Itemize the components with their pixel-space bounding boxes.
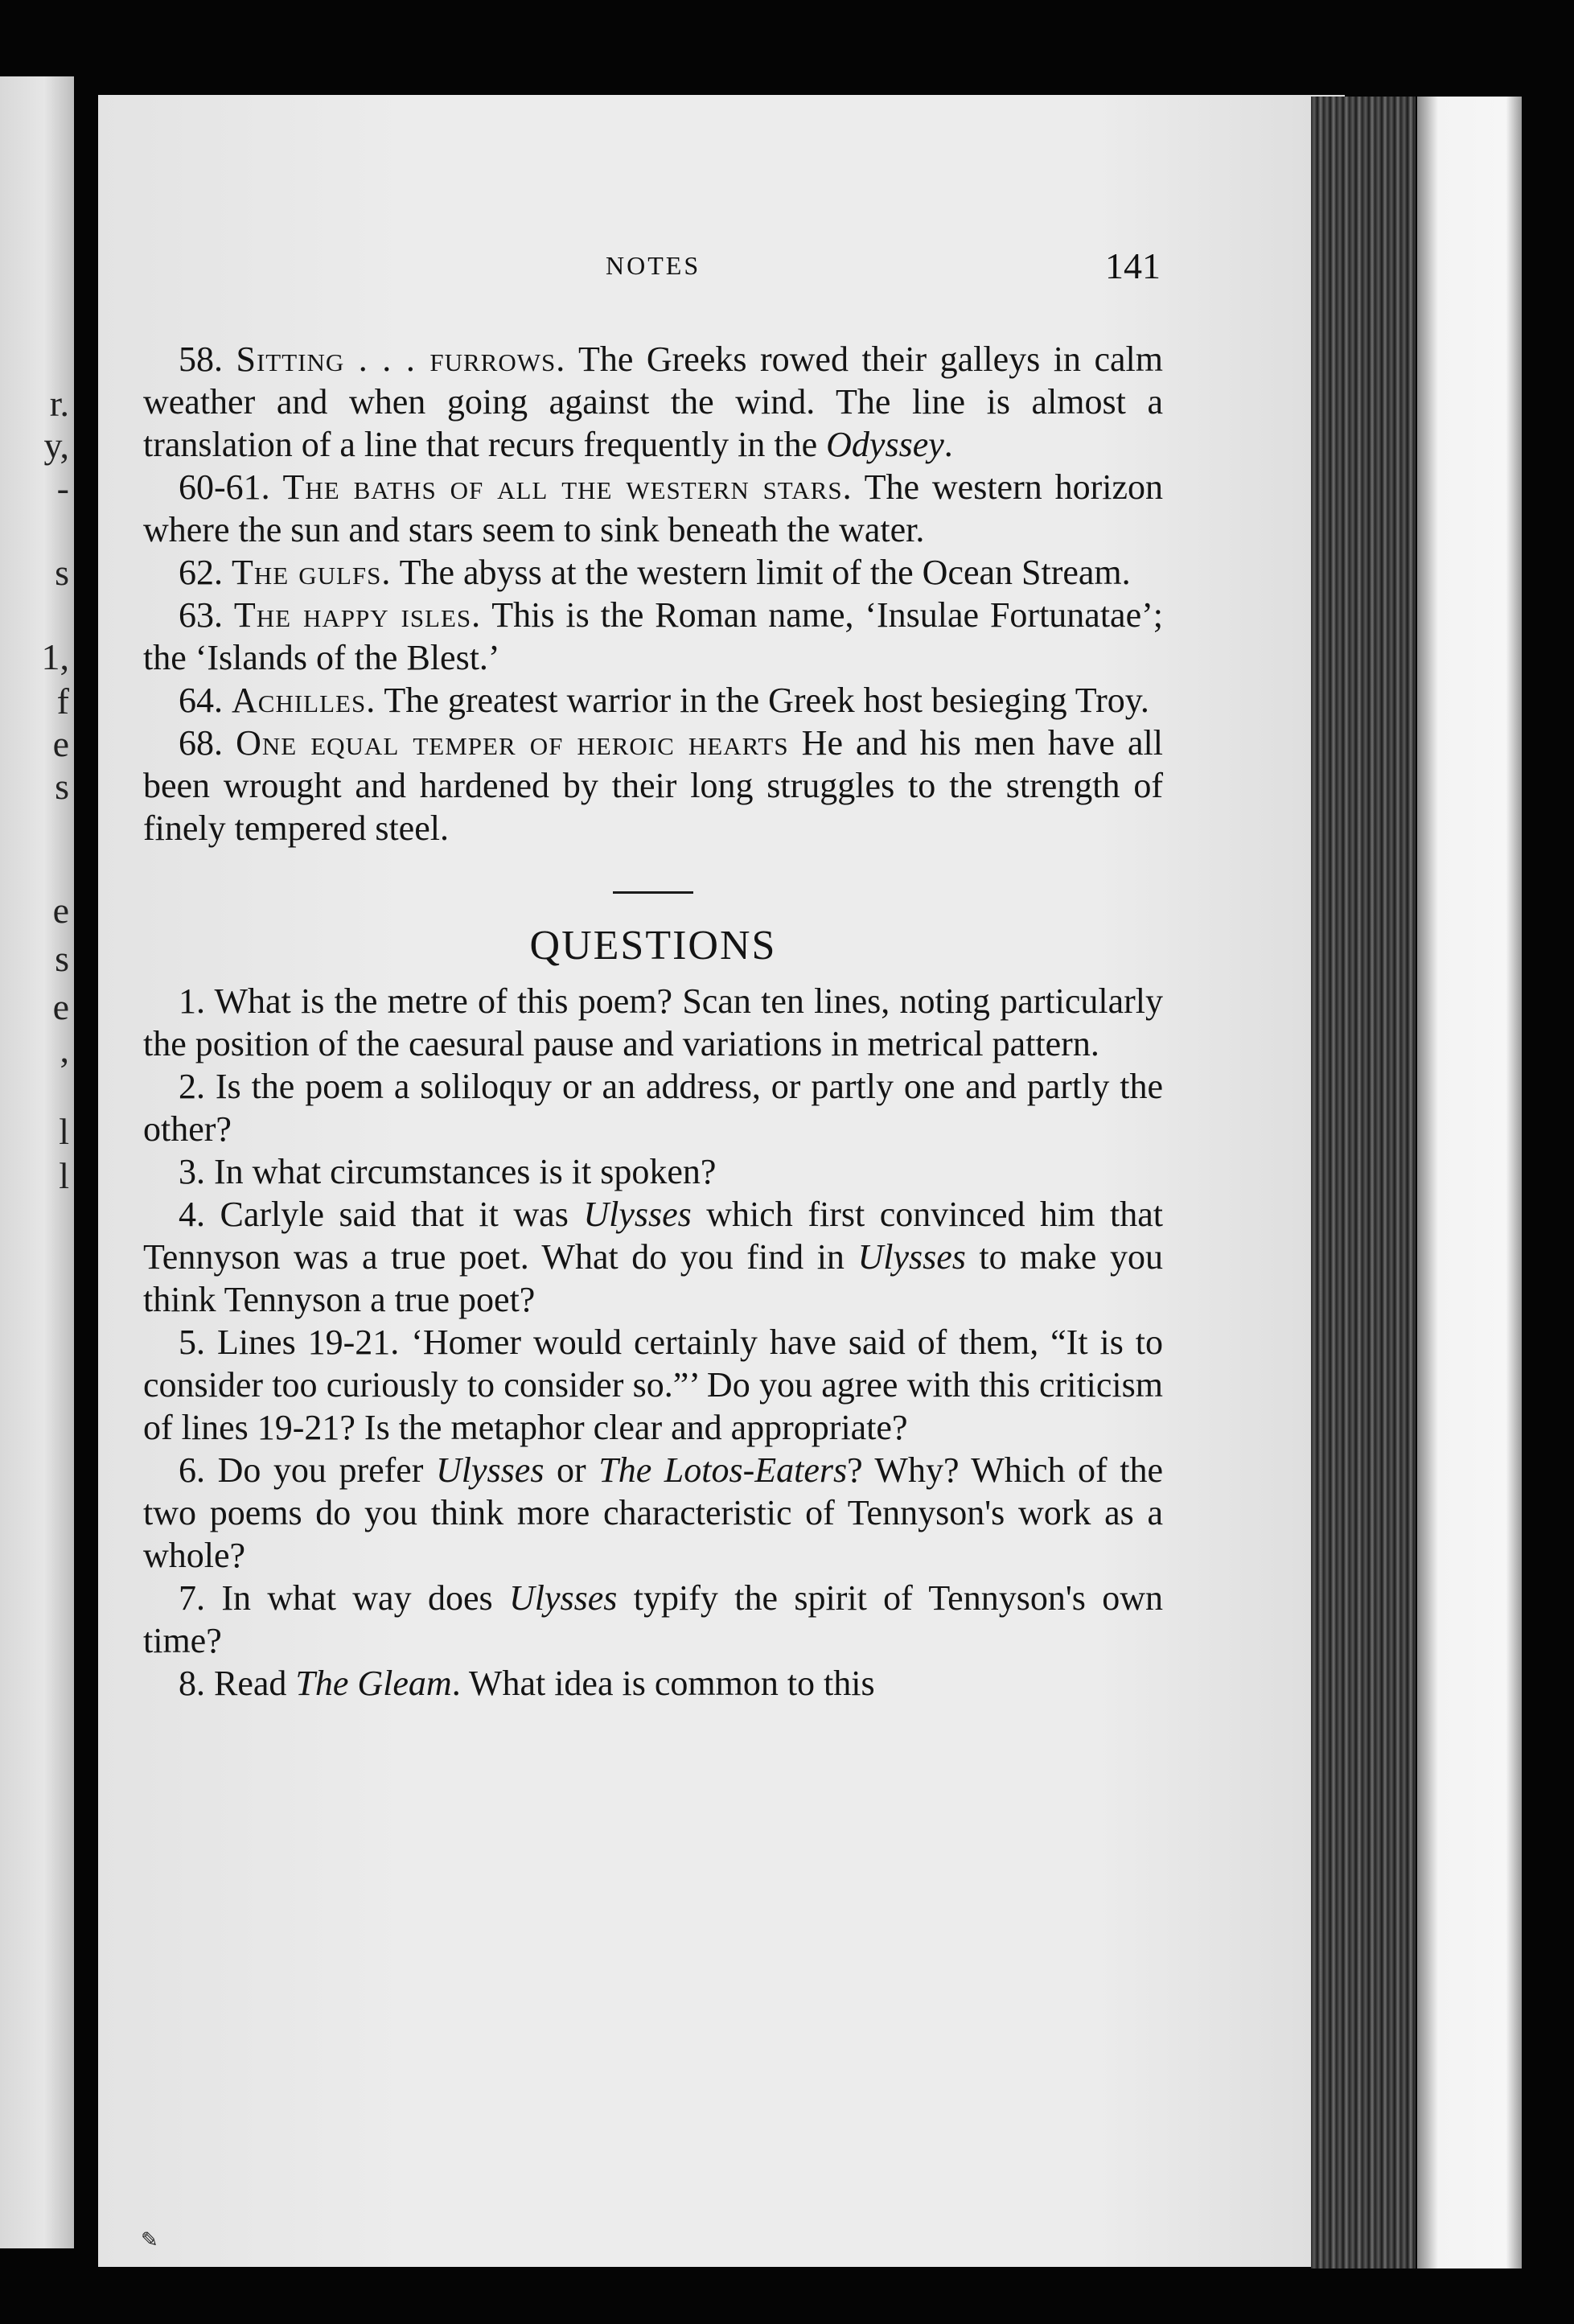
- question-number: 7.: [179, 1578, 205, 1618]
- question-4: [143, 1193, 1163, 1321]
- note-text: The abyss at the western limit of the Ocean Stream.: [391, 553, 1131, 592]
- question-1: [143, 980, 1163, 1065]
- note-64: [143, 679, 1163, 722]
- question-title: Ulysses: [436, 1450, 545, 1490]
- question-6: [143, 1449, 1163, 1577]
- question-8: [143, 1662, 1163, 1705]
- question-title: Ulysses: [583, 1195, 692, 1234]
- note-ref: 63.: [179, 595, 223, 635]
- note-ref: 62.: [179, 553, 223, 592]
- note-lemma: The baths of all the western stars.: [282, 467, 853, 507]
- adjacent-page-fragment: -: [56, 467, 69, 508]
- question-text: . What idea is common to this: [451, 1664, 875, 1703]
- note-60-61: [143, 466, 1163, 551]
- note-text: The greatest warrior in the Greek host besieging Troy.: [376, 681, 1149, 720]
- question-number: 2.: [179, 1067, 205, 1106]
- note-lemma: The happy isles.: [233, 595, 482, 635]
- note-62: [143, 551, 1163, 594]
- question-number: 3.: [179, 1152, 205, 1191]
- question-number: 4.: [179, 1195, 205, 1234]
- adjacent-page-fragment: e: [52, 890, 69, 931]
- running-title: NOTES: [606, 251, 701, 280]
- note-tail: .: [943, 425, 953, 464]
- note-text: He and his men have all been wrought and hardened by their long struggles to the strength of finely tempered steel.: [143, 723, 1164, 848]
- note-ref: 64.: [179, 681, 223, 720]
- question-number: 1.: [179, 981, 205, 1021]
- page-content: [143, 338, 1163, 1705]
- question-text: Carlyle said that it was: [220, 1195, 584, 1234]
- note-68: [143, 722, 1163, 849]
- question-text: or: [544, 1450, 599, 1490]
- question-text: In what circumstances is it spoken?: [214, 1152, 717, 1191]
- adjacent-page-fragment: y,: [43, 425, 69, 466]
- note-lemma: Achilles.: [232, 681, 376, 720]
- adjacent-page-fragment: s: [55, 766, 69, 807]
- section-divider: [613, 891, 693, 894]
- adjacent-page-fragment: e: [52, 723, 69, 764]
- questions-heading: QUESTIONS: [529, 923, 777, 969]
- question-text: to make you think Tennyson a true poet?: [143, 1237, 1163, 1319]
- note-title: Odyssey: [826, 425, 944, 464]
- note-text: The Greeks rowed their galleys in calm weather and when going against the wind. The line is almost a translation of a line that recurs frequently in the: [143, 339, 1163, 464]
- note-text: The western horizon where the sun and stars seem to sink beneath the water.: [143, 467, 1163, 549]
- question-7: [143, 1577, 1163, 1662]
- question-2: [143, 1065, 1163, 1150]
- page-blemish-mark: ✎: [141, 2228, 158, 2252]
- question-text: Do you prefer: [217, 1450, 437, 1490]
- note-text: This is the Roman name, ‘Insulae Fortunatae’; the ‘Islands of the Blest.’: [143, 595, 1163, 677]
- question-text: In what way does: [221, 1578, 509, 1618]
- question-text: typify the spirit of Tennyson's own time?: [143, 1578, 1164, 1660]
- adjacent-page-fragment: s: [55, 938, 69, 979]
- question-3: [143, 1150, 1163, 1193]
- page-stack-edge: [1311, 97, 1416, 2268]
- question-number: 5.: [179, 1322, 205, 1362]
- adjacent-page-edge: [0, 76, 74, 2248]
- adjacent-page-fragment: r.: [49, 383, 69, 424]
- page-number: 141: [1105, 245, 1161, 286]
- question-text: What is the metre of this poem? Scan ten lines, noting particularly the position of the caesural pause and variations in metrical pattern.: [143, 981, 1163, 1063]
- note-63: [143, 594, 1163, 679]
- question-number: 6.: [179, 1450, 205, 1490]
- note-lemma: One equal temper of heroic hearts: [236, 723, 789, 763]
- question-text: Is the poem a soliloquy or an address, or partly one and partly the other?: [143, 1067, 1164, 1149]
- question-text: which first convinced him that Tennyson was a true poet. What do you find in: [143, 1195, 1163, 1277]
- adjacent-page-fragment: ,: [60, 1029, 69, 1070]
- note-ref: 60-61.: [179, 467, 270, 507]
- adjacent-page-fragment: f: [56, 681, 69, 722]
- question-text: Read: [214, 1664, 296, 1703]
- question-number: 8.: [179, 1664, 205, 1703]
- question-5: [143, 1321, 1163, 1449]
- adjacent-page-fragment: l: [59, 1155, 69, 1196]
- note-ref: 58.: [179, 339, 223, 379]
- question-title: Ulysses: [857, 1237, 966, 1277]
- note-ref: 68.: [179, 723, 223, 763]
- question-title: The Gleam: [295, 1664, 452, 1703]
- adjacent-page-fragment: l: [59, 1111, 69, 1152]
- adjacent-page-fragment: e: [52, 986, 69, 1027]
- note-lemma: The gulfs.: [232, 553, 392, 592]
- question-text: Lines 19-21. ‘Homer would certainly have said of them, “It is to consider too curiously to consider so.”’ Do you agree with this criticism of lines 19-21? Is the metaphor clear and appropriate?: [143, 1322, 1164, 1447]
- running-head: [147, 245, 1161, 299]
- question-text: ? Why? Which of the two poems do you think more characteristic of Tennyson's work as a whole?: [143, 1450, 1164, 1575]
- question-title: Ulysses: [508, 1578, 618, 1618]
- adjacent-page-fragment: 1,: [41, 636, 69, 677]
- question-title: The Lotos-Eaters: [598, 1450, 848, 1490]
- note-58: [143, 338, 1163, 466]
- adjacent-page-fragment: s: [55, 552, 69, 593]
- book-cover-edge: [1417, 97, 1522, 2268]
- note-lemma: Sitting . . . furrows.: [236, 339, 566, 379]
